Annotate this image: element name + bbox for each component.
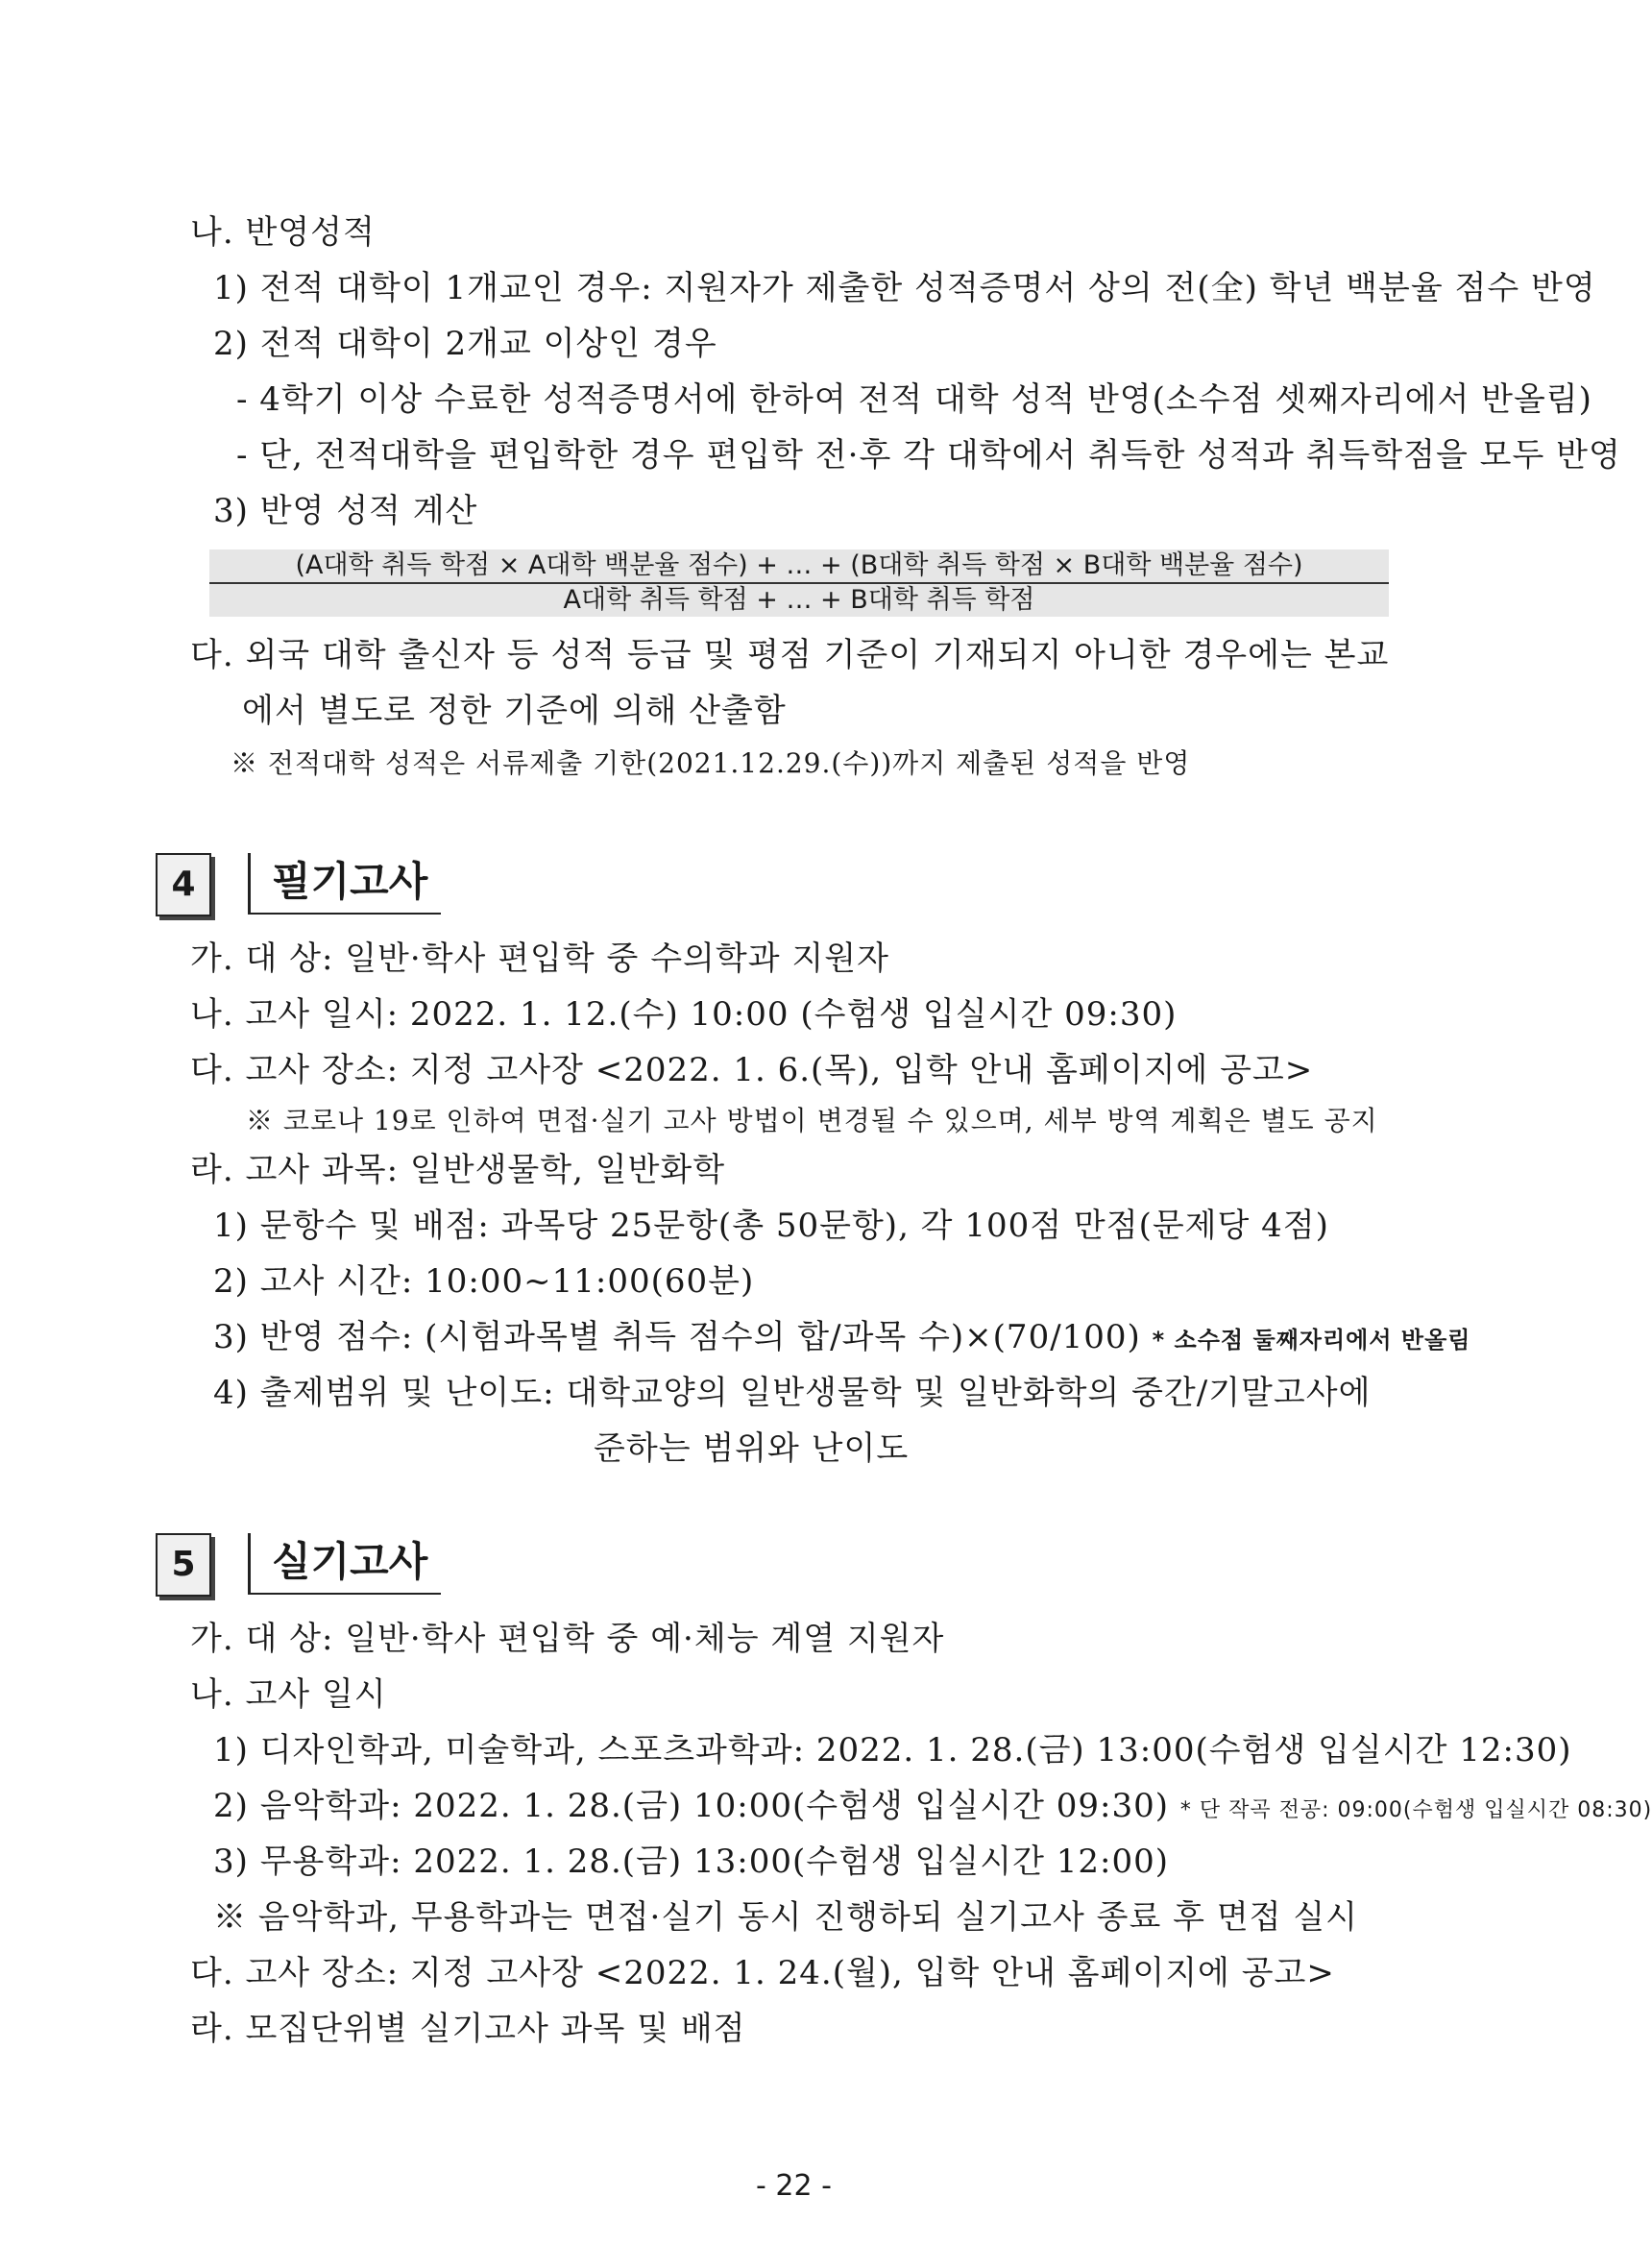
page-number: - 22 - — [756, 2169, 832, 2203]
section4-ga: 가. 대 상: 일반·학사 편입학 중 수의학과 지원자 — [190, 939, 889, 978]
section4-item2: 2) 고사 시간: 10:00~11:00(60분) — [213, 1262, 755, 1301]
section5-item1: 1) 디자인학과, 미술학과, 스포츠과학과: 2022. 1. 28.(금) 13:00(수험생 입실시간 12:30) — [213, 1731, 1572, 1769]
section-na-sub1: - 4학기 이상 수료한 성적증명서에 한하여 전적 대학 성적 반영(소수점 셋째자리에서 반올림) — [236, 380, 1592, 419]
section-na-sub2: - 단, 전적대학을 편입학한 경우 편입학 전·후 각 대학에서 취득한 성적과 취득학점을 모두 반영 — [236, 436, 1621, 475]
formula-denominator: A대학 취득 학점 + … + B대학 취득 학점 — [209, 584, 1389, 617]
section5-ga: 가. 대 상: 일반·학사 편입학 중 예·체능 계열 지원자 — [190, 1620, 945, 1658]
section5-title: 실기고사 — [248, 1533, 441, 1595]
section5-item2-note: * 단 작곡 전공: 09:00(수험생 입실시간 08:30) — [1179, 1798, 1652, 1822]
section4-item3-note: * 소수점 둘째자리에서 반올림 — [1152, 1327, 1471, 1354]
section5-na: 나. 고사 일시 — [190, 1675, 387, 1714]
section4-na: 나. 고사 일시: 2022. 1. 12.(수) 10:00 (수험생 입실시간 09:30) — [190, 995, 1178, 1034]
section4-da: 다. 고사 장소: 지정 고사장 <2022. 1. 6.(목), 입학 안내 홈페이지에 공고> — [190, 1051, 1314, 1089]
section4-ra: 라. 고사 과목: 일반생물학, 일반화학 — [190, 1151, 726, 1189]
section5-number-box: 5 — [156, 1533, 211, 1597]
section-da-line1: 다. 외국 대학 출신자 등 성적 등급 및 평점 기준이 기재되지 아니한 경우에는 본교 — [190, 636, 1390, 674]
section4-item4: 4) 출제범위 및 난이도: 대학교양의 일반생물학 및 일반화학의 중간/기말고사에 — [213, 1374, 1372, 1412]
section-da-note: ※ 전적대학 성적은 서류제출 기한(2021.12.29.(수))까지 제출된 성적을 반영 — [231, 747, 1191, 779]
section5-ra: 라. 모집단위별 실기고사 과목 및 배점 — [190, 2010, 746, 2048]
section-na-item1: 1) 전적 대학이 1개교인 경우: 지원자가 제출한 성적증명서 상의 전(全) 학년 백분율 점수 반영 — [213, 269, 1596, 307]
section5-item2 — [213, 1785, 1652, 1832]
section4-number-box: 4 — [156, 853, 211, 916]
section-na-heading: 나. 반영성적 — [190, 213, 376, 252]
section4-item4-cont: 준하는 범위와 난이도 — [594, 1429, 910, 1468]
section-na-item2: 2) 전적 대학이 2개교 이상인 경우 — [213, 325, 717, 363]
section-da-line2: 에서 별도로 정한 기준에 의해 산출함 — [242, 692, 787, 730]
grade-formula — [209, 549, 1389, 617]
section4-item3 — [213, 1316, 1470, 1361]
section4-title: 필기고사 — [248, 853, 441, 915]
section4-note: ※ 코로나 19로 인하여 면접·실기 고사 방법이 변경될 수 있으며, 세부 방역 계획은 별도 공지 — [246, 1105, 1378, 1136]
section5-item3: 3) 무용학과: 2022. 1. 28.(금) 13:00(수험생 입실시간 12:00) — [213, 1842, 1170, 1881]
section5-note: ※ 음악학과, 무용학과는 면접·실기 동시 진행하되 실기고사 종료 후 면접 실시 — [213, 1898, 1359, 1937]
section-na-item3: 3) 반영 성적 계산 — [213, 492, 478, 530]
section4-item1: 1) 문항수 및 배점: 과목당 25문항(총 50문항), 각 100점 만점(문제당 4점) — [213, 1207, 1329, 1245]
formula-numerator: (A대학 취득 학점 × A대학 백분율 점수) + … + (B대학 취득 학점 × B대학 백분율 점수) — [209, 549, 1389, 584]
section5-da: 다. 고사 장소: 지정 고사장 <2022. 1. 24.(월), 입학 안내 홈페이지에 공고> — [190, 1954, 1335, 1992]
section5-item2-text: 2) 음악학과: 2022. 1. 28.(금) 10:00(수험생 입실시간 09:30) — [213, 1787, 1170, 1825]
section4-item3-text: 3) 반영 점수: (시험과목별 취득 점수의 합/과목 수)×(70/100) — [213, 1318, 1141, 1356]
